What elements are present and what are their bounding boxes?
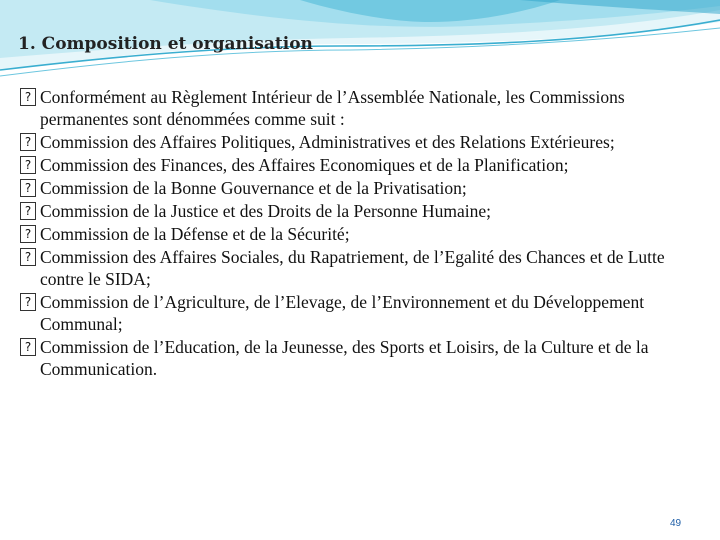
missing-glyph-icon: ? (20, 225, 36, 243)
missing-glyph-icon: ? (20, 202, 36, 220)
list-item-text: Commission de l’Agriculture, de l’Elevage, de l’Environnement et du Développement Communal; (40, 292, 645, 334)
bullet-list (20, 86, 710, 381)
list-item (20, 131, 710, 153)
list-item (20, 336, 710, 380)
missing-glyph-icon: ? (20, 338, 36, 356)
missing-glyph-icon: ? (20, 156, 36, 174)
page-title: 1. Composition et organisation (18, 34, 313, 54)
list-item-text: Commission de l’Education, de la Jeunesse, des Sports et Loisirs, de la Culture et de la Communication. (40, 337, 649, 379)
list-item (20, 177, 710, 199)
list-item-text: Commission des Finances, des Affaires Economiques et de la Planification; (40, 155, 569, 175)
list-item-text: Commission des Affaires Sociales, du Rapatriement, de l’Egalité des Chances et de Lutte contre le SIDA; (40, 247, 665, 289)
missing-glyph-icon: ? (20, 88, 36, 106)
missing-glyph-icon: ? (20, 179, 36, 197)
list-item-text: Conformément au Règlement Intérieur de l’Assemblée Nationale, les Commissions permanentes sont dénommées comme suit : (40, 87, 625, 129)
page-number: 49 (670, 518, 682, 529)
list-item (20, 200, 710, 222)
list-item-text: Commission de la Bonne Gouvernance et de la Privatisation; (40, 178, 467, 198)
list-item (20, 246, 710, 290)
missing-glyph-icon: ? (20, 133, 36, 151)
missing-glyph-icon: ? (20, 293, 36, 311)
list-item (20, 154, 710, 176)
list-item (20, 86, 710, 130)
list-item (20, 291, 710, 335)
list-item (20, 223, 710, 245)
list-item-text: Commission de la Justice et des Droits de la Personne Humaine; (40, 201, 492, 221)
list-item-text: Commission de la Défense et de la Sécurité; (40, 224, 350, 244)
list-item-text: Commission des Affaires Politiques, Administratives et des Relations Extérieures; (40, 132, 615, 152)
missing-glyph-icon: ? (20, 248, 36, 266)
